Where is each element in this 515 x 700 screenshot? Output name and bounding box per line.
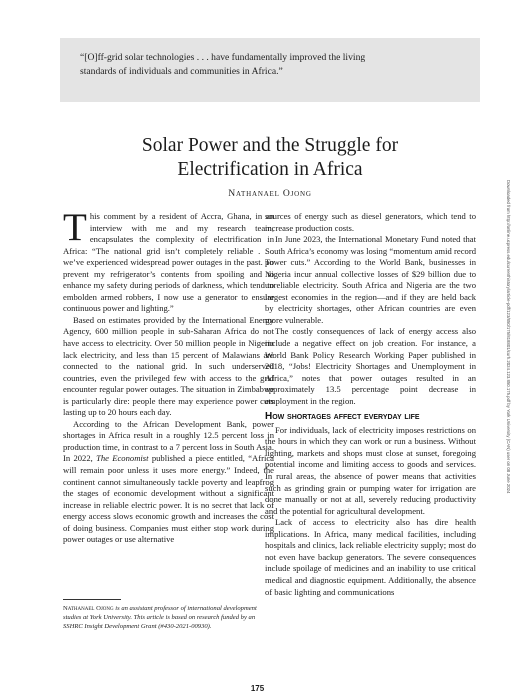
paragraph: In June 2023, the International Monetary Fund noted that South Africa’s economy was losing “momentum amid record power cuts.” According to the World Bank, businesses in Nigeria incur annual collective losses of $29 billion due to unreliable electricity. South Africa and Nigeria are the two largest economies in the region—and if they are held back by electricity shortages, other African countries are even more vulnerable. (265, 234, 476, 325)
drop-cap: T (63, 206, 87, 249)
pull-quote-line-1: “[O]ff-grid solar technologies . . . have fundamentally improved the living (80, 52, 366, 63)
article-title-line-1: Solar Power and the Struggle for (141, 135, 399, 156)
right-column (265, 211, 476, 598)
download-watermark: Downloaded from http://online.ucpress.edu/currenthistory/article-pdf/123/850/175/818801/curh.2024.123.850.175.pdf by York University (CAN) user on 08 June 2024 (506, 180, 511, 494)
paragraph-text: his comment by a resident of Accra, Ghana, in an interview with me and my research team, encapsulates the complexity of electrification in Africa: “The national grid isn’t completely reliable . . . we’ve experienced widespread power outages in the past. To prevent my refrigerator’s contents from spoiling and to enhance my safety during periods of darkness, which tend to embolden armed robbers, I now use a generator to ensure continuous power and lighting.” (63, 211, 274, 314)
footnote-text: is an assistant professor of international development studies at York University. This article is based on research funded by an SSHRC Insight Development Grant (#430-2021-00930). (63, 605, 257, 630)
article-title (60, 134, 480, 182)
author-name: Nathanael Ojong (228, 188, 312, 199)
pull-quote-line-2: standards of individuals and communities in Africa.” (80, 66, 283, 77)
left-column (63, 206, 274, 546)
page-number: 175 (250, 684, 265, 693)
paragraph: Lack of access to electricity also has dire health implications. In Africa, many medical facilities, including hospitals and clinics, lack reliable electricity supply; most do not even have backup generators. The severe consequences include spoilage of medicines and an inability to use critical medical and diagnostic equipment. Additionally, the absence of basic lighting and communications (265, 517, 476, 597)
paragraph (63, 419, 274, 546)
paragraph-text: According to the African Development Bank, power shortages in Africa result in a roughly 12.5 percent loss in production time, in contrast to a 7 percent loss in South Asia. In 2022, (63, 418, 274, 464)
pull-quote (60, 38, 480, 102)
paragraph: For individuals, lack of electricity imposes restrictions on the hours in which they can work or run a business. Without lighting, markets and shops must close at sunset, foregoing potential income and limiting access to goods and services. In rural areas, the absence of power means that activities such as grinding grain or pumping water for irrigation are done manually or not at all, severely reducing productivity and the potential for agricultural development. (265, 424, 476, 516)
paragraph: The costly consequences of lack of energy access also include a negative effect on job creation. For instance, a World Bank Policy Research Working Paper published in 2018, “Jobs! Electricity Shortages and Unemployment in Africa,” notes that power outages resulted in an approximately 13.5 percentage point decrease in employment in the region. (265, 326, 476, 406)
paragraph (63, 206, 274, 315)
footnote-author: Nathanael Ojong (63, 605, 114, 612)
article-title-line-2: Electrification in Africa (177, 159, 363, 180)
paragraph: Based on estimates provided by the International Energy Agency, 600 million people in sub-Saharan Africa do not have access to electricity. Over 50 million people in Nigeria lack electricity, and less than 15 percent of Malawians are connected to the national grid. In such underserved countries, even the privileged few with access to the grid encounter regular power outages. The situation in Zimbabwe is particularly dire: people there may experience power cuts lasting up to 20 hours each day. (63, 314, 274, 418)
section-heading: How shortages affect everyday life (265, 411, 420, 423)
author-byline (60, 188, 480, 199)
publication-title: The Economist (96, 453, 149, 464)
author-footnote (63, 604, 263, 631)
paragraph-text: published a piece entitled, “Africa will remain poor unless it uses more energy.” Indeed, the continent cannot simultaneously tackle poverty and leapfrog the stages of economic development without a significant increase in reliable electric power. It is no secret that lack of energy access slows economic growth and increases the cost of doing business. Companies must either stop work during power outages or use alternative (63, 453, 274, 545)
footnote-divider (63, 599, 121, 600)
paragraph: sources of energy such as diesel generators, which tend to increase production costs. (265, 211, 476, 233)
